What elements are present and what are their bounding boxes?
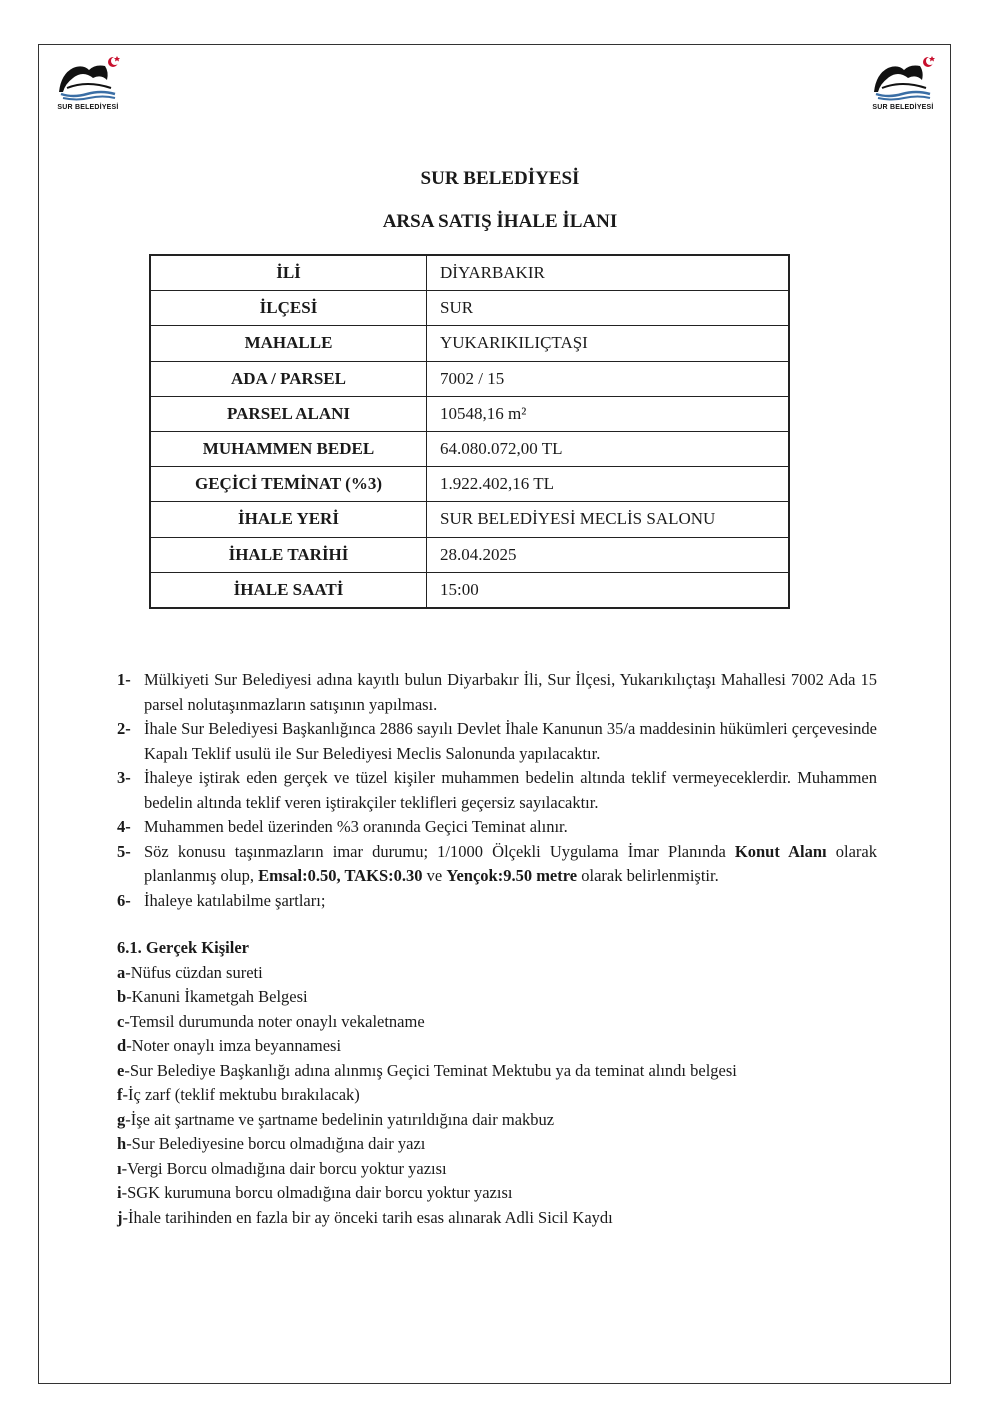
- item-text: Mülkiyeti Sur Belediyesi adına kayıtlı bulun Diyarbakır İli, Sur İlçesi, Yukarıkılıçtaşı Mahallesi 7002 Ada 15 parsel nolutaşınmazların satışının yapılması.: [144, 670, 877, 714]
- item-text: İhaleye katılabilme şartları;: [144, 890, 326, 910]
- requirement-item: [117, 1181, 877, 1206]
- requirement-item: [117, 1059, 877, 1084]
- item-number: 4-: [117, 817, 131, 836]
- table-row: [150, 255, 789, 291]
- table-row: [150, 502, 789, 537]
- list-item: [117, 668, 877, 717]
- row-key: İLÇESİ: [150, 291, 427, 326]
- requirement-item: [117, 1108, 877, 1133]
- row-value: 64.080.072,00 TL: [427, 431, 790, 466]
- list-item: [117, 766, 877, 815]
- requirement-text: -İhale tarihinden en fazla bir ay önceki tarih esas alınarak Adli Sicil Kaydı: [122, 1207, 613, 1227]
- document-subtitle: ARSA SATIŞ İHALE İLANI: [382, 211, 618, 232]
- requirement-item: [117, 1157, 877, 1182]
- table-row: [150, 326, 789, 361]
- requirement-text: -İç zarf (teklif mektubu bırakılacak): [122, 1085, 360, 1104]
- row-key: İHALE YERİ: [150, 502, 427, 537]
- item-number: 3-: [117, 768, 131, 787]
- table-row: [150, 291, 789, 326]
- row-value: SUR BELEDİYESİ MECLİS SALONU: [427, 502, 790, 537]
- requirement-text: -Sur Belediyesine borcu olmadığına dair yazı: [126, 1134, 426, 1153]
- item-text: [144, 840, 877, 889]
- municipality-logo-icon: [868, 52, 938, 102]
- table-row: [150, 361, 789, 396]
- requirement-item: [117, 1206, 877, 1231]
- requirements-section: [117, 936, 877, 1230]
- requirement-text: -Sur Belediye Başkanlığı adına alınmış Geçici Teminat Mektubu ya da teminat alındı belgesi: [124, 1060, 737, 1080]
- logo-right: [863, 52, 943, 111]
- municipality-logo-icon: [53, 52, 123, 102]
- requirement-letter: f: [117, 1085, 123, 1104]
- row-value: 15:00: [427, 572, 790, 608]
- logo-left: [48, 52, 128, 111]
- requirement-text: -Kanuni İkametgah Belgesi: [126, 987, 308, 1006]
- row-key: İHALE SAATİ: [150, 572, 427, 608]
- requirement-item: [117, 1132, 877, 1157]
- zoning-text: olarak planlanmış olup,: [144, 841, 877, 885]
- row-key: GEÇİCİ TEMİNAT (%3): [150, 467, 427, 502]
- requirement-letter: e: [117, 1060, 125, 1080]
- table-row: [150, 431, 789, 466]
- zoning-height: Yençok:9.50 metre: [446, 866, 578, 885]
- item-text: Muhammen bedel üzerinden %3 oranında Geçici Teminat alınır.: [144, 817, 568, 836]
- row-key: ADA / PARSEL: [150, 361, 427, 396]
- zoning-ratios: Emsal:0.50, TAKS:0.30: [258, 866, 423, 885]
- requirement-text: -Temsil durumunda noter onaylı vekaletname: [124, 1011, 425, 1031]
- zoning-text: olarak belirlenmiştir.: [577, 866, 719, 885]
- requirement-item: [117, 961, 877, 986]
- requirement-letter: a: [117, 962, 126, 982]
- list-item: [117, 889, 877, 914]
- row-value: 10548,16 m²: [427, 396, 790, 431]
- requirement-item: [117, 1034, 877, 1059]
- table-row: [150, 467, 789, 502]
- requirement-text: -Noter onaylı imza beyannamesi: [126, 1036, 342, 1055]
- requirement-letter: g: [117, 1109, 126, 1129]
- conditions-list: [117, 668, 877, 913]
- section-heading: 6.1. Gerçek Kişiler: [117, 938, 249, 957]
- row-value: 28.04.2025: [427, 537, 790, 572]
- requirement-item: [117, 1083, 877, 1108]
- requirement-item: [117, 1010, 877, 1035]
- zoning-text: ve: [422, 866, 447, 885]
- row-key: MAHALLE: [150, 326, 427, 361]
- requirement-letter: h: [117, 1134, 127, 1153]
- item-text: İhale Sur Belediyesi Başkanlığınca 2886 sayılı Devlet İhale Kanunun 35/a maddesinin hükümleri çerçevesinde Kapalı Teklif usulü ile Sur Belediyesi Meclis Salonunda yapılacaktır.: [144, 719, 877, 763]
- logo-caption: SUR BELEDİYESİ: [57, 104, 119, 111]
- table-row: [150, 537, 789, 572]
- item-number: 1-: [117, 670, 131, 689]
- requirement-letter: b: [117, 987, 127, 1006]
- requirement-text: -SGK kurumuna borcu olmadığına dair borcu yoktur yazısı: [121, 1183, 513, 1202]
- row-value: DİYARBAKIR: [427, 255, 790, 291]
- row-value: SUR: [427, 291, 790, 326]
- requirement-letter: c: [117, 1011, 125, 1031]
- requirement-text: -Nüfus cüzdan sureti: [125, 962, 263, 982]
- row-key: İLİ: [150, 255, 427, 291]
- requirement-text: -İşe ait şartname ve şartname bedelinin yatırıldığına dair makbuz: [125, 1109, 555, 1129]
- requirement-letter: d: [117, 1036, 127, 1055]
- list-item: [117, 717, 877, 766]
- table-row: [150, 396, 789, 431]
- requirement-item: [117, 985, 877, 1010]
- item-number: 6-: [117, 890, 131, 910]
- logo-caption: SUR BELEDİYESİ: [872, 104, 934, 111]
- row-key: PARSEL ALANI: [150, 396, 427, 431]
- requirement-letter: i: [117, 1183, 122, 1202]
- row-value: 1.922.402,16 TL: [427, 467, 790, 502]
- zoning-text: Söz konusu taşınmazların imar durumu; 1/1000 Ölçekli Uygulama İmar Planında: [144, 841, 735, 861]
- document-title: SUR BELEDİYESİ: [420, 168, 580, 189]
- row-value: YUKARIKILIÇTAŞI: [427, 326, 790, 361]
- requirement-text: -Vergi Borcu olmadığına dair borcu yoktur yazısı: [121, 1158, 447, 1178]
- row-value: 7002 / 15: [427, 361, 790, 396]
- requirement-letter: j: [117, 1207, 123, 1227]
- table-row: [150, 572, 789, 608]
- item-number: 5-: [117, 841, 131, 861]
- requirement-letter: ı: [117, 1158, 122, 1178]
- list-item: [117, 815, 877, 840]
- tender-info-table: [149, 254, 790, 609]
- item-number: 2-: [117, 719, 131, 738]
- zoning-area: Konut Alanı: [734, 841, 827, 861]
- row-key: MUHAMMEN BEDEL: [150, 431, 427, 466]
- row-key: İHALE TARİHİ: [150, 537, 427, 572]
- list-item: [117, 840, 877, 889]
- item-text: İhaleye iştirak eden gerçek ve tüzel kişiler muhammen bedelin altında teklif vermeyeceklerdir. Muhammen bedelin altında teklif veren iştirakçiler teklifleri geçersiz sayılacaktır.: [144, 768, 877, 812]
